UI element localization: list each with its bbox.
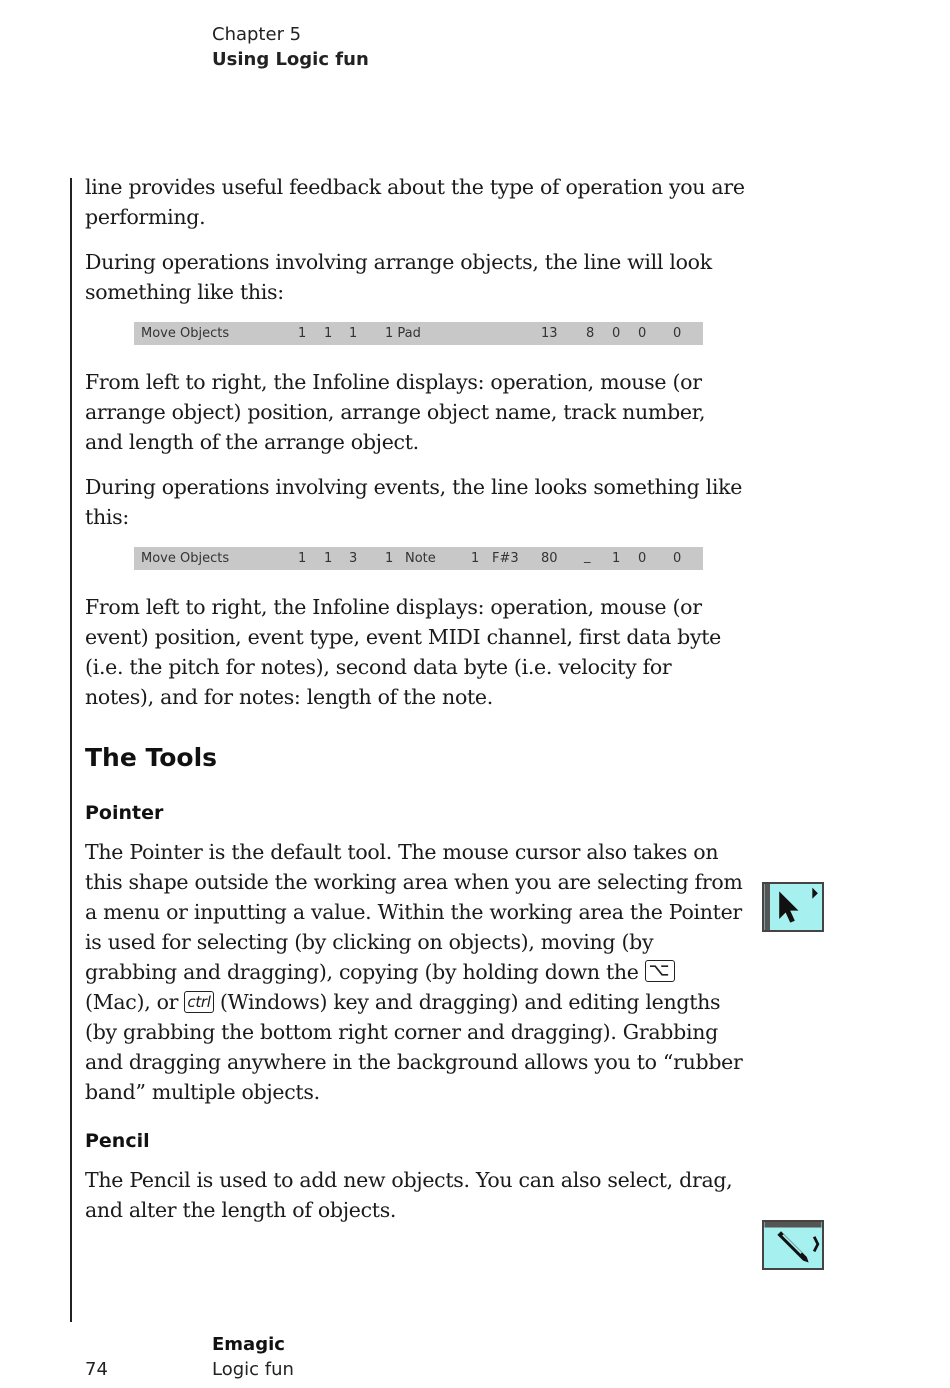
infoline-position: 1 <box>349 326 358 341</box>
infoline-position: 1 <box>324 326 333 341</box>
infoline-position: 1 <box>298 551 307 566</box>
infoline-operation: Move Objects <box>141 551 230 566</box>
infoline-position: 1 <box>324 551 333 566</box>
paragraph: During operations involving arrange objects, the line will look something like this: <box>85 250 712 304</box>
infoline-length: 1 <box>612 551 621 566</box>
infoline-length: 8 <box>586 326 595 341</box>
pointer-text: The Pointer is the default tool. The mouse cursor also takes on this shape outside the working area when you are selecting from a menu or inputting a value. Within the working area the Pointer is used for selecting (by clicking on objects), moving (by grabbing and dragging), copying (by holding down the <box>85 840 743 984</box>
infoline-length: 0 <box>673 551 682 566</box>
infoline-position: 1 <box>298 326 307 341</box>
paragraph: From left to right, the Infoline displays: operation, mouse (or arrange object) position, arrange object name, track number, and length of the arrange object. <box>85 370 706 454</box>
pointer-text: (Mac), or <box>85 990 185 1014</box>
paragraph: From left to right, the Infoline displays: operation, mouse (or event) position, event type, event MIDI channel, first data byte (i.e. the pitch for notes), second data byte (i.e. velocity for notes), and for notes: length of the note. <box>85 595 722 709</box>
infoline-track: 13 <box>541 326 558 341</box>
infoline-velocity: 80 <box>541 551 558 566</box>
paragraph: line provides useful feedback about the type of operation you are performing. <box>85 175 745 229</box>
paragraph: During operations involving events, the line looks something like this: <box>85 475 743 529</box>
pencil-tool-icon <box>762 1220 824 1270</box>
infoline-length: 0 <box>612 326 621 341</box>
ctrl-key: ctrl <box>184 991 213 1013</box>
infoline-length: 0 <box>638 326 647 341</box>
infoline-arrange-example <box>134 322 703 345</box>
infoline-length: 0 <box>673 326 682 341</box>
infoline-object-name: 1 Pad <box>385 326 421 341</box>
infoline-position: 3 <box>349 551 358 566</box>
section-heading: The Tools <box>85 743 218 772</box>
infoline-event-example <box>134 547 703 570</box>
pointer-text: (Windows) key and dragging) and editing lengths (by grabbing the bottom right corner and dragging). Grabbing and dragging anywhere in the background allows you to “rubber band” multiple objects. <box>85 990 743 1104</box>
pointer-description <box>85 837 745 1107</box>
footer-book-title: Logic fun <box>212 1359 294 1380</box>
infoline-length: 0 <box>638 551 647 566</box>
infoline-operation: Move Objects <box>141 326 230 341</box>
chapter-number: Chapter 5 <box>212 24 302 45</box>
margin-rule <box>70 178 72 1322</box>
subheading-pencil: Pencil <box>85 1130 150 1152</box>
page-number: 74 <box>85 1359 108 1380</box>
infoline-separator: _ <box>584 549 591 564</box>
subheading-pointer: Pointer <box>85 802 164 824</box>
infoline-channel: 1 <box>471 551 480 566</box>
option-key-icon <box>645 960 675 982</box>
infoline-event-type: Note <box>405 551 436 566</box>
infoline-pitch: F#3 <box>492 551 519 566</box>
infoline-position: 1 <box>385 551 394 566</box>
chapter-title: Using Logic fun <box>212 49 369 70</box>
footer-brand: Emagic <box>212 1334 285 1355</box>
page-body <box>85 172 745 1240</box>
pointer-tool-icon <box>762 882 824 932</box>
running-header <box>212 22 369 72</box>
pencil-description: The Pencil is used to add new objects. You can also select, drag, and alter the length of objects. <box>85 1168 733 1222</box>
